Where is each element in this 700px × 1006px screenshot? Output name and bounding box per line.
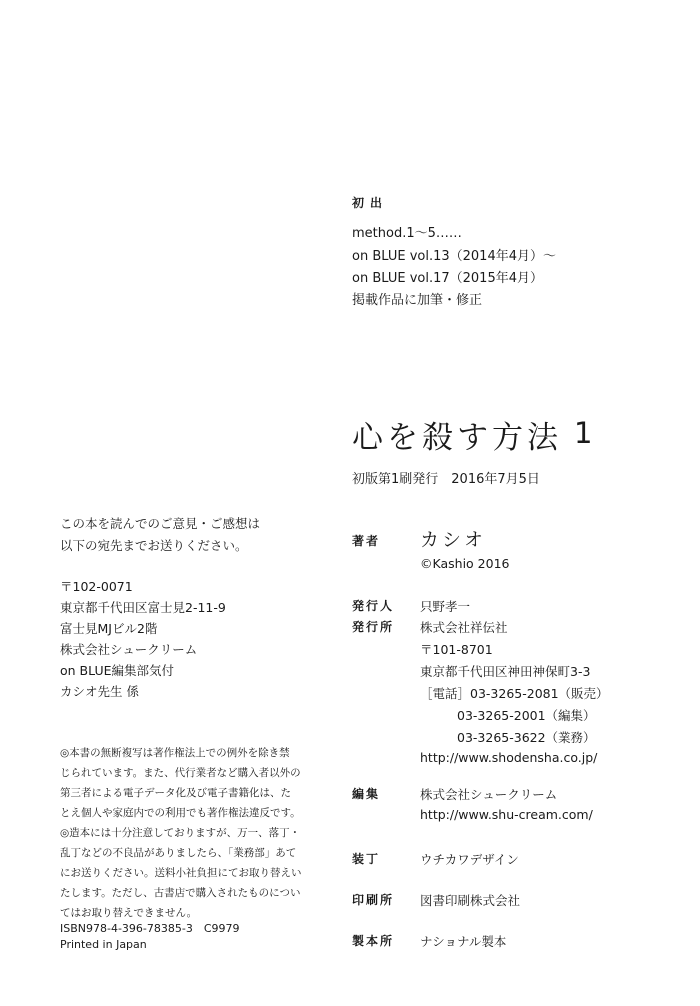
notice-line: ◎本書の無断複写は著作権法上での例外を除き禁	[60, 747, 290, 759]
first-publication-line: method.1〜5……	[352, 226, 462, 241]
notice-line: 乱丁などの不良品がありましたら、「業務部」あて	[60, 847, 297, 859]
editor-name: 株式会社シュークリーム	[420, 787, 558, 802]
editor-label: 編集	[352, 787, 381, 801]
publisher-address: 東京都千代田区神田神保町3-3	[420, 664, 591, 679]
notice-line: てはお取り替えできません。	[60, 907, 198, 919]
notice-line: にお送りください。送料小社負担にてお取り替えい	[60, 867, 302, 879]
notice-line: ◎造本には十分注意しておりますが、万一、落丁・	[60, 827, 301, 839]
feedback-address-line: 株式会社シュークリーム	[60, 642, 198, 657]
notice-line: 第三者による電子データ化及び電子書籍化は、た	[60, 787, 291, 799]
first-publication-line: on BLUE vol.13（2014年4月）〜	[352, 249, 556, 264]
binder-label: 製本所	[352, 934, 395, 948]
editor-url: http://www.shu-cream.com/	[420, 807, 593, 822]
first-publication-heading: 初出	[352, 196, 389, 210]
feedback-intro-line: この本を読んでのご意見・ご感想は	[60, 516, 261, 531]
publisher-person-label: 発行人	[352, 599, 395, 613]
feedback-intro-line: 以下の宛先までお送りください。	[60, 538, 248, 553]
volume-number: 1	[574, 416, 593, 450]
publisher-postal: 〒101-8701	[420, 642, 493, 657]
first-publication-line: 掲載作品に加筆・修正	[352, 293, 483, 308]
edition-date: 初版第1刷発行 2016年7月5日	[352, 472, 540, 487]
feedback-address-line: カシオ先生 係	[60, 684, 139, 699]
first-publication-line: on BLUE vol.17（2015年4月）	[352, 271, 543, 286]
feedback-address-line: 東京都千代田区富士見2-11-9	[60, 600, 226, 615]
phone-sales: ［電話］03-3265-2081（販売）	[420, 686, 609, 701]
phone-business: 03-3265-3622（業務）	[457, 730, 596, 745]
feedback-address-line: 〒102-0071	[60, 579, 133, 594]
printer-name: 図書印刷株式会社	[420, 893, 521, 908]
publisher-person: 只野孝一	[420, 599, 471, 614]
author-name: カシオ	[420, 529, 487, 551]
printer-label: 印刷所	[352, 893, 395, 907]
publisher-url: http://www.shodensha.co.jp/	[420, 750, 598, 765]
notice-line: たします。ただし、古書店で購入されたものについ	[60, 887, 301, 899]
feedback-address-line: on BLUE編集部気付	[60, 663, 175, 678]
feedback-address-line: 富士見MJビル2階	[60, 621, 158, 636]
printed-in: Printed in Japan	[60, 938, 147, 951]
design-label: 装丁	[352, 852, 381, 866]
publisher-label: 発行所	[352, 620, 395, 634]
binder-name: ナショナル製本	[420, 934, 507, 949]
notice-line: とえ個人や家庭内での利用でも著作権法違反です。	[60, 807, 301, 819]
notice-line: じられています。また、代行業者など購入者以外の	[60, 767, 301, 779]
book-title: 心を殺す方法	[352, 420, 562, 456]
phone-editorial: 03-3265-2001（編集）	[457, 708, 596, 723]
isbn: ISBN978-4-396-78385-3 C9979	[60, 922, 240, 935]
author-label: 著者	[352, 534, 381, 548]
copyright: ©Kashio 2016	[420, 556, 510, 571]
publisher-name: 株式会社祥伝社	[420, 620, 508, 635]
design-name: ウチカワデザイン	[420, 852, 519, 867]
